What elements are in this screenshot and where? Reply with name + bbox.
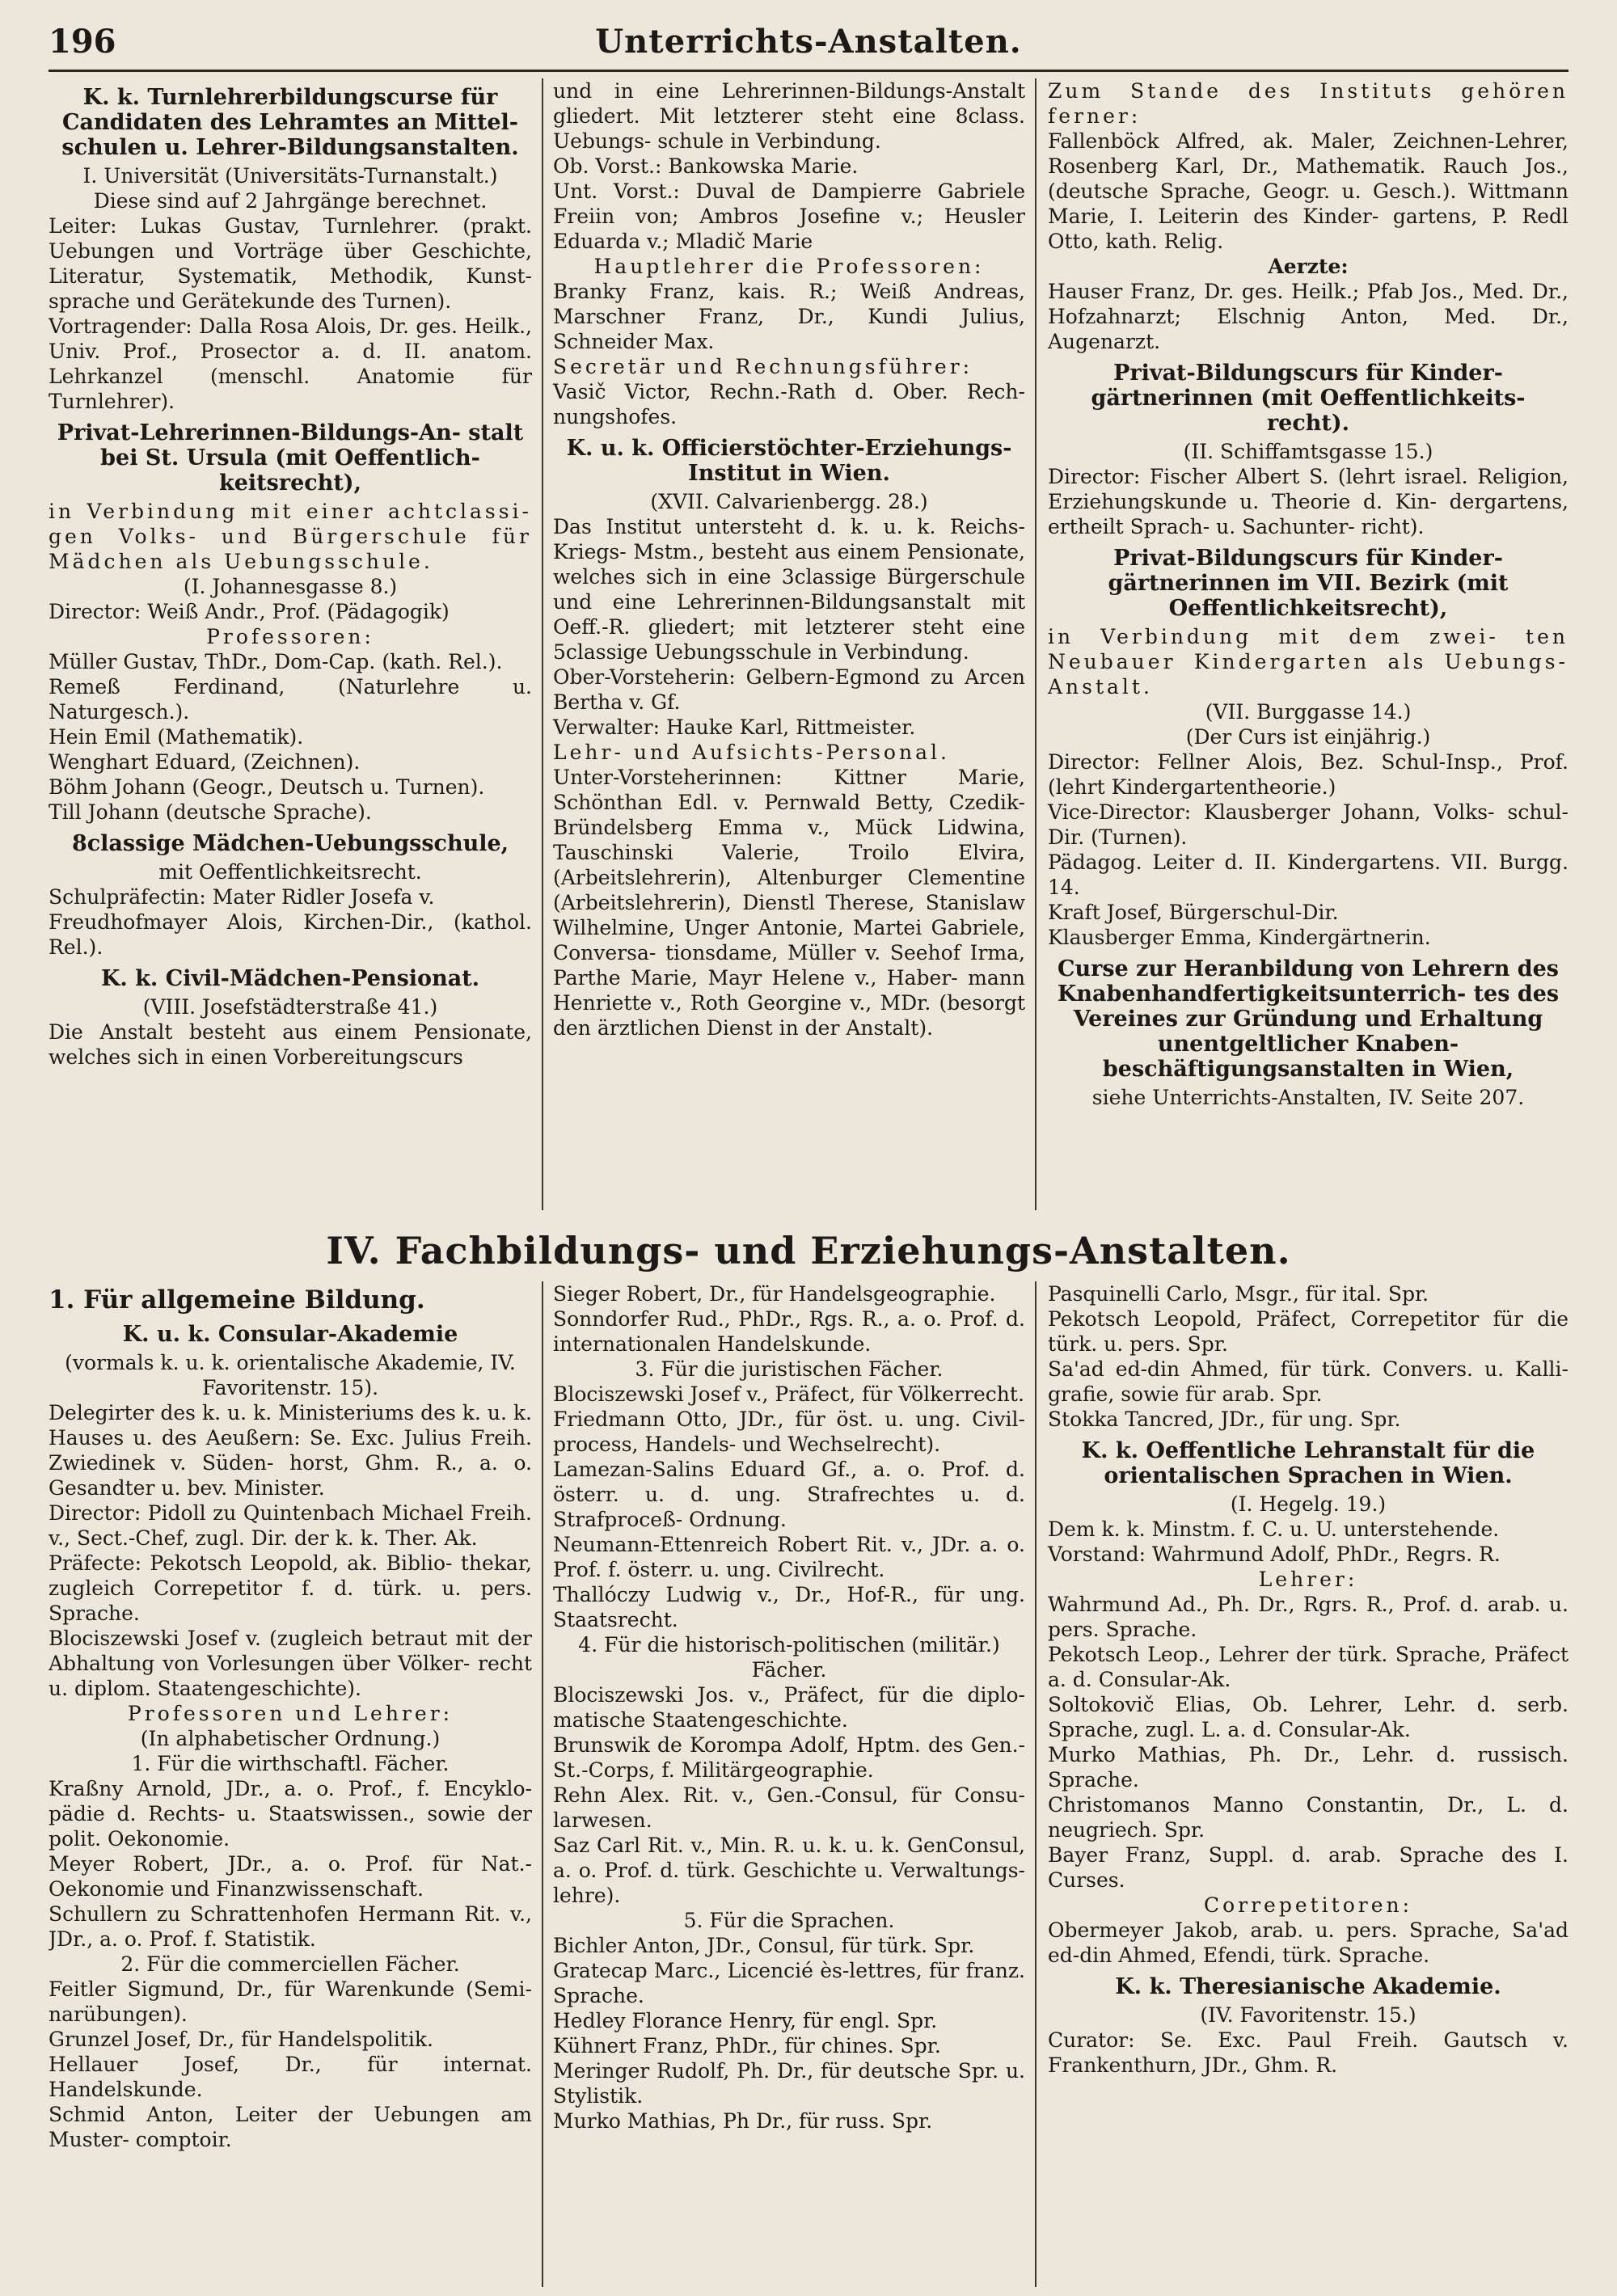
entry-text: und in eine Lehrerinnen-Bildungs-Anstalt gliedert. Mit letzterer steht eine 8class. Uebungs- schule in Verbindung. xyxy=(553,79,1025,153)
entry-text: in Verbindung mit einer achtclassi- gen Volks- und Bürgerschule für Mädchen als Uebungsschule. xyxy=(49,500,532,573)
entry-text: Pädagog. Leiter d. II. Kindergartens. VII. Burgg. 14. xyxy=(1048,850,1568,899)
entry-text: Pekotsch Leop., Lehrer der türk. Sprache, Präfect a. d. Consular-Ak. xyxy=(1048,1643,1568,1691)
entry-text: Secretär und Rechnungsführer: xyxy=(553,355,973,378)
entry-text: Kühnert Franz, PhDr., für chines. Spr. xyxy=(553,2034,941,2058)
bottom-column-3 xyxy=(1035,1281,1568,2287)
entry-text: Sonndorfer Rud., PhDr., Rgs. R., a. o. Prof. d. internationalen Handelskunde. xyxy=(553,1307,1025,1356)
entry-text: Soltokovič Elias, Ob. Lehrer, Lehr. d. serb. Sprache, zugl. L. a. d. Consular-Ak. xyxy=(1048,1693,1568,1741)
entry-text: Lamezan-Salins Eduard Gf., a. o. Prof. d. österr. u. d. ung. Strafrechtes u. d. Strafproceß- Ordnung. xyxy=(553,1458,1025,1531)
entry-text: Vorstand: Wahrmund Adolf, PhDr., Regrs. R. xyxy=(1048,1543,1501,1566)
entry-note: (VII. Burggasse 14.) xyxy=(1205,700,1412,724)
entry-note: (Der Curs ist einjährig.) xyxy=(1185,725,1431,749)
entry-text: Grunzel Josef, Dr., für Handelspolitik. xyxy=(49,2028,433,2051)
entry-text: Blociszewski Josef v., Präfect, für Völkerrecht. xyxy=(553,1382,1024,1406)
entry-text: Delegirter des k. u. k. Ministeriums des k. u. k. Hauses u. des Aeußern: Se. Exc. Julius Freih. Zwiedinek v. Süden- horst, Ghm. R., a. o. Gesandter u. bev. Minister. xyxy=(49,1401,532,1500)
entry-text: Stokka Tancred, JDr., für ung. Spr. xyxy=(1048,1408,1401,1431)
entry-text: Schullern zu Schrattenhofen Hermann Rit. v., JDr., a. o. Prof. f. Statistik. xyxy=(49,1902,532,1951)
entry-note: (VIII. Josefstädterstraße 41.) xyxy=(142,995,438,1019)
entry-label: Aerzte: xyxy=(1268,255,1349,278)
entry-heading: K. k. Turnlehrerbildungscurse für Candidaten des Lehramtes an Mittel- schulen u. Lehrer-Bildungsanstalten. xyxy=(61,85,519,160)
entry-heading: K. u. k. Officierstöchter-Erziehungs- Institut in Wien. xyxy=(566,436,1012,486)
entry-text: Dem k. k. Minstm. f. C. u. U. unterstehende. xyxy=(1048,1517,1500,1541)
entry-heading: Privat-Bildungscurs für Kinder- gärtnerinnen im VII. Bezirk (mit Oeffentlichkeitsrecht), xyxy=(1108,546,1509,621)
entry-text: Vice-Director: Klausberger Johann, Volks- schul-Dir. (Turnen). xyxy=(1048,800,1568,849)
entry-heading: K. k. Theresianische Akademie. xyxy=(1115,1974,1501,1999)
entry-note: siehe Unterrichts-Anstalten, IV. Seite 207. xyxy=(1091,1086,1525,1109)
entry-label: Professoren: xyxy=(206,625,374,648)
entry-text: Kraßny Arnold, JDr., a. o. Prof., f. Encyklo- pädie d. Rechts- u. Staatswissen., sowie der polit. Oekonomie. xyxy=(49,1777,532,1851)
entry-text: Hellauer Josef, Dr., für internat. Handelskunde. xyxy=(49,2053,532,2101)
entry-note: I. Universität (Universitäts-Turnanstalt.) xyxy=(82,164,498,188)
entry-note: 3. Für die juristischen Fächer. xyxy=(635,1357,944,1381)
entry-text: Zum Stande des Instituts gehören ferner: xyxy=(1048,79,1568,128)
bottom-column-1 xyxy=(49,1281,542,2287)
entry-text: Unter-Vorsteherinnen: Kittner Marie, Schönthan Edl. v. Pernwald Betty, Czedik-Bründelsberg Emma v., Mück Lidwina, Tauschinski Valerie, Troilo Elvira, (Arbeitslehrerin), Altenburger Clementine (Arbeitslehrerin), Dienstl Therese, Stanislaw Wilhelmine, Unger Antonie, Martei Gabriele, Conversa- tionsdame, Müller v. Seehof Irma, Parthe Marie, Mayr Helene v., Haber- mann Henriette v., Roth Georgine v., MDr. (besorgt den ärztlichen Dienst in der Anstalt). xyxy=(553,766,1025,1040)
entry-text: Bichler Anton, JDr., Consul, für türk. Spr. xyxy=(553,1934,975,1957)
entry-text: Bayer Franz, Suppl. d. arab. Sprache des I. Curses. xyxy=(1048,1843,1568,1892)
entry-text: Unt. Vorst.: Duval de Dampierre Gabriele Freiin von; Ambros Josefine v.; Heusler Eduarda v.; Mladič Marie xyxy=(553,179,1025,253)
entry-text: Director: Fischer Albert S. (lehrt israel. Religion, Erziehungskunde u. Theorie d. Kin- dergartens, ertheilt Sprach- u. Sachunter- richt). xyxy=(1048,465,1568,538)
entry-text: Ob. Vorst.: Bankowska Marie. xyxy=(553,154,859,178)
entry-heading: 8classige Mädchen-Uebungsschule, xyxy=(71,831,509,856)
entry-text: Müller Gustav, ThDr., Dom-Cap. (kath. Rel.). xyxy=(49,650,503,673)
entry-text: Hauser Franz, Dr. ges. Heilk.; Pfab Jos., Med. Dr., Hofzahnarzt; Elschnig Anton, Med. Dr., Augenarzt. xyxy=(1048,280,1568,353)
entry-text: Wenghart Eduard, (Zeichnen). xyxy=(49,750,361,774)
entry-note: 2. Für die commerciellen Fächer. xyxy=(120,1952,460,1976)
entry-text: Klausberger Emma, Kindergärtnerin. xyxy=(1048,926,1431,949)
entry-text: Schmid Anton, Leiter der Uebungen am Muster- comptoir. xyxy=(49,2103,532,2151)
top-columns xyxy=(49,78,1568,1210)
entry-text: Murko Mathias, Ph. Dr., Lehr. d. russisch. Sprache. xyxy=(1048,1743,1568,1792)
entry-text: Murko Mathias, Ph Dr., für russ. Spr. xyxy=(553,2109,933,2133)
running-head xyxy=(49,23,1568,72)
entry-text: Leiter: Lukas Gustav, Turnlehrer. (prakt. Uebungen und Vorträge über Geschichte, Literatur, Systematik, Methodik, Kunst- sprache und Gerätekunde des Turnen). xyxy=(49,214,532,313)
entry-note: (IV. Favoritenstr. 15.) xyxy=(1200,2003,1416,2027)
entry-text: Obermeyer Jakob, arab. u. pers. Sprache, Sa'ad ed-din Ahmed, Efendi, türk. Sprache. xyxy=(1048,1918,1568,1967)
entry-text: Branky Franz, kais. R.; Weiß Andreas, Marschner Franz, Dr., Kundi Julius, Schneider Max. xyxy=(553,280,1025,353)
entry-text: Meyer Robert, JDr., a. o. Prof. für Nat.- Oekonomie und Finanzwissenschaft. xyxy=(49,1852,532,1901)
entry-text: Christomanos Manno Constantin, Dr., L. d. neugriech. Spr. xyxy=(1048,1793,1568,1842)
top-column-2 xyxy=(542,78,1035,1210)
entry-text: Thallóczy Ludwig v., Dr., Hof-R., für ung. Staatsrecht. xyxy=(553,1583,1025,1631)
entry-text: Ober-Vorsteherin: Gelbern-Egmond zu Arcen Bertha v. Gf. xyxy=(553,665,1025,714)
entry-text: Vasič Victor, Rechn.-Rath d. Ober. Rech- nungshofes. xyxy=(553,380,1025,428)
entry-note: (XVII. Calvarienbergg. 28.) xyxy=(650,490,928,513)
entry-text: Lehr- und Aufsichts-Personal. xyxy=(553,741,950,764)
entry-text: Pekotsch Leopold, Präfect, Correpetitor für die türk. u. pers. Spr. xyxy=(1048,1307,1568,1356)
entry-text: Wahrmund Ad., Ph. Dr., Rgrs. R., Prof. d. arab. u. pers. Sprache. xyxy=(1048,1593,1568,1641)
entry-text: Hein Emil (Mathematik). xyxy=(49,725,304,749)
entry-text: Director: Fellner Alois, Bez. Schul-Insp., Prof. (lehrt Kindergartentheorie.) xyxy=(1048,750,1568,799)
page-number: 196 xyxy=(49,23,116,61)
entry-text: Till Johann (deutsche Sprache). xyxy=(49,800,372,824)
entry-label: Hauptlehrer die Professoren: xyxy=(593,255,985,278)
entry-text: Director: Pidoll zu Quintenbach Michael Freih. v., Sect.-Chef, zugl. Dir. der k. k. Ther. Ak. xyxy=(49,1501,532,1550)
entry-text: Feitler Sigmund, Dr., für Warenkunde (Semi- narübungen). xyxy=(49,1977,532,2026)
entry-text: Director: Weiß Andr., Prof. (Pädagogik) xyxy=(49,600,450,623)
entry-text: Curator: Se. Exc. Paul Freih. Gautsch v. Frankenthurn, JDr., Ghm. R. xyxy=(1048,2028,1568,2077)
entry-note: mit Oeffentlichkeitsrecht. xyxy=(158,860,422,884)
entry-text: Remeß Ferdinand, (Naturlehre u. Naturgesch.). xyxy=(49,675,532,724)
entry-text: Neumann-Ettenreich Robert Rit. v., JDr. a. o. Prof. f. österr. u. ung. Civilrecht. xyxy=(553,1533,1025,1581)
entry-text: Brunswik de Korompa Adolf, Hptm. des Gen.- St.-Corps, f. Militärgeographie. xyxy=(553,1733,1025,1782)
entry-text: Fallenböck Alfred, ak. Maler, Zeichnen-Lehrer, Rosenberg Karl, Dr., Mathematik. Rauch Jos., (deutsche Sprache, Geogr. u. Gesch.). Wittmann Marie, I. Leiterin des Kinder- gartens, P. Redl Otto, kath. Relig. xyxy=(1048,129,1568,253)
entry-note: (II. Schiffamtsgasse 15.) xyxy=(1183,440,1433,463)
entry-text: Friedmann Otto, JDr., für öst. u. ung. Civil- process, Handels- und Wechselrecht). xyxy=(553,1408,1025,1456)
entry-heading: Privat-Bildungscurs für Kinder- gärtnerinnen (mit Oeffentlichkeits- recht). xyxy=(1091,361,1526,436)
entry-text: Kraft Josef, Bürgerschul-Dir. xyxy=(1048,901,1339,924)
top-column-1 xyxy=(49,78,542,1210)
entry-note: (I. Hegelg. 19.) xyxy=(1230,1492,1387,1516)
entry-text: Vortragender: Dalla Rosa Alois, Dr. ges. Heilk., Univ. Prof., Prosector a. d. II. anatom. Lehrkanzel (menschl. Anatomie für Turnlehrer). xyxy=(49,314,532,413)
entry-note: 1. Für die wirthschaftl. Fächer. xyxy=(131,1752,450,1775)
bottom-columns xyxy=(49,1281,1568,2287)
entry-text: Rehn Alex. Rit. v., Gen.-Consul, für Consu- larwesen. xyxy=(553,1783,1025,1832)
entry-text: Hedley Florance Henry, für engl. Spr. xyxy=(553,2009,938,2032)
entry-label: Correpetitoren: xyxy=(1203,1893,1413,1917)
entry-note: Diese sind auf 2 Jahrgänge berechnet. xyxy=(93,189,488,213)
top-column-3 xyxy=(1035,78,1568,1210)
entry-text: Meringer Rudolf, Ph. Dr., für deutsche Spr. u. Stylistik. xyxy=(553,2059,1025,2108)
entry-text: Gratecap Marc., Licencié ès-lettres, für franz. Sprache. xyxy=(553,1959,1025,2007)
entry-text: Böhm Johann (Geogr., Deutsch u. Turnen). xyxy=(49,775,485,799)
entry-note: (In alphabetischer Ordnung.) xyxy=(140,1727,441,1750)
entry-text: Schulpräfectin: Mater Ridler Josefa v. xyxy=(49,885,435,909)
entry-text: Das Institut untersteht d. k. u. k. Reichs-Kriegs- Mstm., besteht aus einem Pensionate, welches sich in eine 3classige Bürgerschule und eine Lehrerinnen-Bildungsanstalt mit Oeff.-R. gliedert; mit letzterer steht eine 5classige Uebungsschule in Verbindung. xyxy=(553,515,1025,664)
entry-text: Saz Carl Rit. v., Min. R. u. k. u. k. GenConsul, a. o. Prof. d. türk. Geschichte u. Verwaltungs- lehre). xyxy=(553,1834,1025,1907)
entry-text: Blociszewski Jos. v., Präfect, für die diplo- matische Staatengeschichte. xyxy=(553,1683,1025,1732)
entry-note: 4. Für die historisch-politischen (militär.) Fächer. xyxy=(578,1633,1000,1682)
entry-text: Die Anstalt besteht aus einem Pensionate, welches sich in einen Vorbereitungscurs xyxy=(49,1020,532,1069)
running-title: Unterrichts-Anstalten. xyxy=(595,23,1022,61)
entry-label: Professoren und Lehrer: xyxy=(127,1702,454,1725)
entry-text: Sa'ad ed-din Ahmed, für türk. Convers. u. Kalli- grafie, sowie für arab. Spr. xyxy=(1048,1357,1568,1406)
entry-text: in Verbindung mit dem zwei- ten Neubauer Kindergarten als Uebungs-Anstalt. xyxy=(1048,625,1568,699)
entry-heading: K. k. Oeffentliche Lehranstalt für die orientalischen Sprachen in Wien. xyxy=(1081,1438,1535,1488)
entry-heading: Privat-Lehrerinnen-Bildungs-An- stalt bei St. Ursula (mit Oeffentlich- keitsrecht), xyxy=(57,420,524,496)
entry-note: (I. Johannesgasse 8.) xyxy=(183,575,398,598)
entry-text: Blociszewski Josef v. (zugleich betraut mit der Abhaltung von Vorlesungen über Völker- recht u. diplom. Staatengeschichte). xyxy=(49,1627,532,1700)
entry-text: Verwalter: Hauke Karl, Rittmeister. xyxy=(553,715,916,739)
entry-note: 5. Für die Sprachen. xyxy=(683,1909,895,1932)
entry-heading: Curse zur Heranbildung von Lehrern des Knabenhandfertigkeitsunterrich- tes des Vereines zur Gründung und Erhaltung unentgeltlicher Knaben- beschäftigungsanstalten in Wien, xyxy=(1057,956,1560,1082)
bottom-column-2 xyxy=(542,1281,1035,2287)
subsection-heading: 1. Für allgemeine Bildung. xyxy=(49,1285,425,1315)
entry-heading: K. k. Civil-Mädchen-Pensionat. xyxy=(100,966,480,991)
entry-label: Lehrer: xyxy=(1258,1568,1358,1591)
section-title: IV. Fachbildungs- und Erziehungs-Anstalten. xyxy=(326,1229,1291,1273)
entry-note: (vormals k. u. k. orientalische Akademie, IV. Favoritenstr. 15). xyxy=(65,1351,516,1399)
entry-text: Pasquinelli Carlo, Msgr., für ital. Spr. xyxy=(1048,1282,1429,1306)
entry-text: Sieger Robert, Dr., für Handelsgeographie. xyxy=(553,1282,996,1306)
entry-text: Freudhofmayer Alois, Kirchen-Dir., (kathol. Rel.). xyxy=(49,910,532,959)
entry-heading: K. u. k. Consular-Akademie xyxy=(122,1322,458,1347)
entry-text: Präfecte: Pekotsch Leopold, ak. Biblio- thekar, zugleich Correpetitor f. d. türk. u. pers. Sprache. xyxy=(49,1551,532,1625)
